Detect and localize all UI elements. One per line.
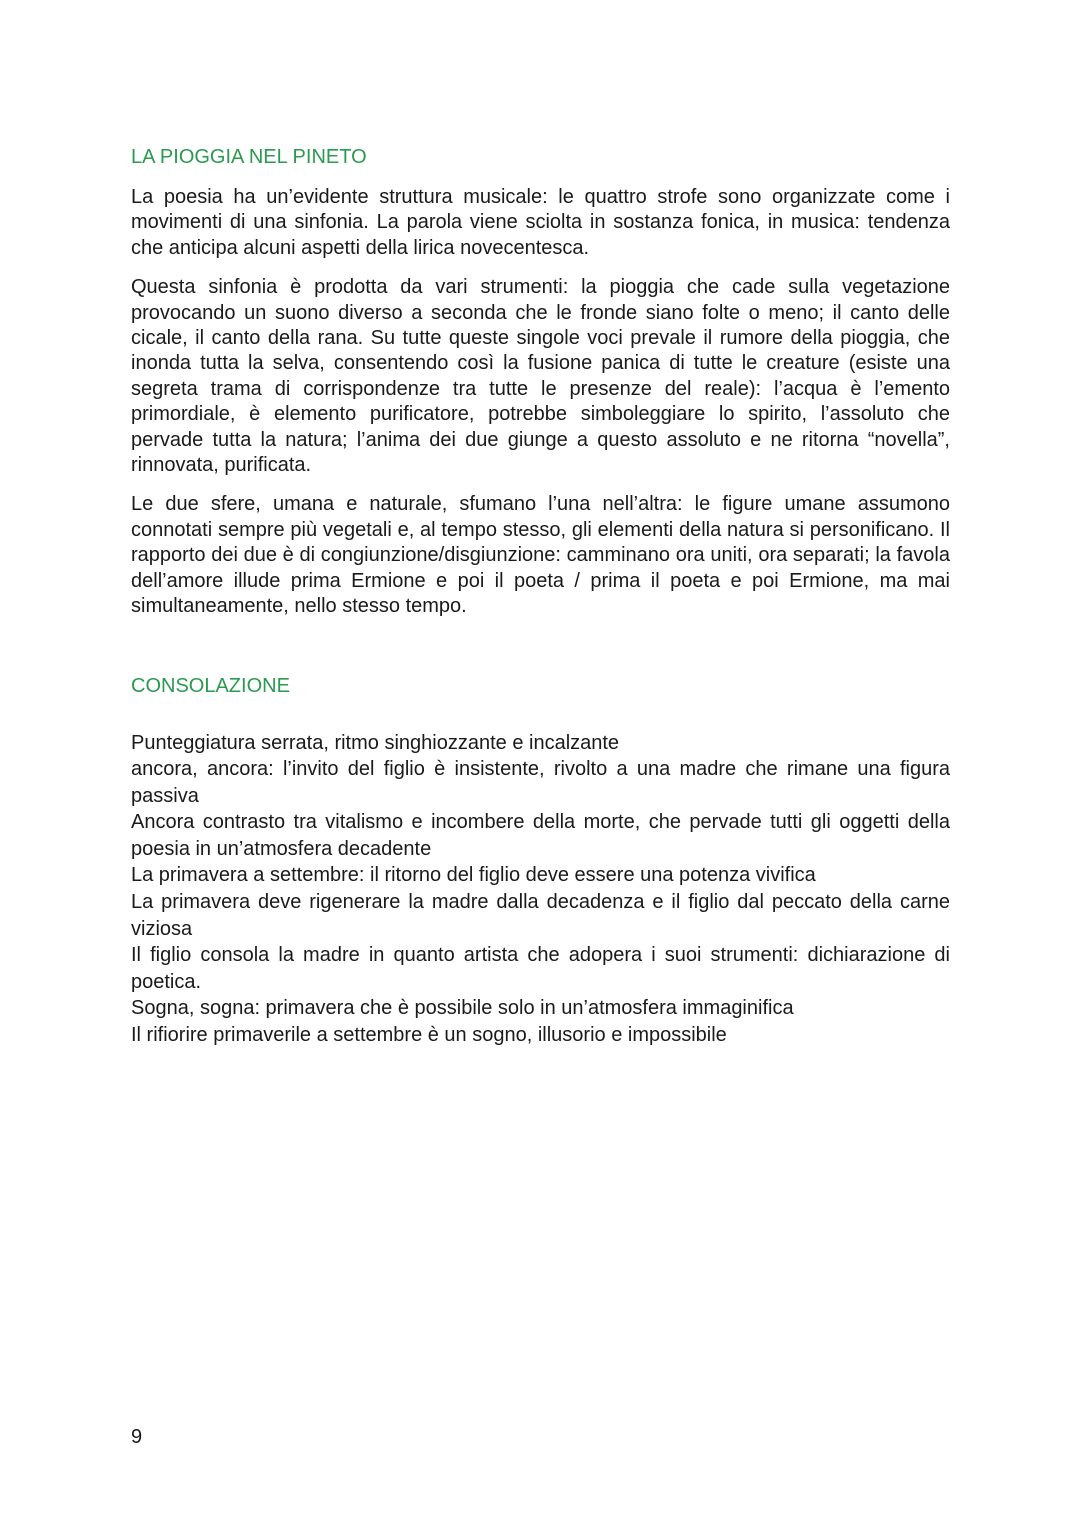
note-line: ancora, ancora: l’invito del figlio è insistente, rivolto a una madre che rimane una figura passiva (131, 758, 950, 807)
section-heading: LA PIOGGIA NEL PINETO (131, 146, 367, 168)
note-line: Ancora contrasto tra vitalismo e incombere della morte, che pervade tutti gli oggetti della poesia in un’atmosfera decadente (131, 811, 950, 860)
section-la-pioggia-nel-pineto (131, 143, 950, 620)
paragraph: Questa sinfonia è prodotta da vari strumenti: la pioggia che cade sulla vegetazione provocando un suono diverso a seconda che le fronde siano folte o meno; il canto delle cicale, il canto della rana. Su tutte queste singole voci prevale il rumore della pioggia, che inonda tutta la selva, consentendo così la fusione panica di tutte le creature (esiste una segreta trama di corrispondenze tra tutte le presenze del reale): l’acqua è l’emento primordiale, è elemento purificatore, potrebbe simboleggiare lo spirito, l’assoluto che pervade tutta la natura; l’anima dei due giunge a questo assoluto e ne ritorna “novella”, rinnovata, purificata. (131, 276, 950, 477)
paragraph: Le due sfere, umana e naturale, sfumano l’una nell’altra: le figure umane assumono connotati sempre più vegetali e, al tempo stesso, gli elementi della natura si personificano. Il rapporto dei due è di congiunzione/disgiunzione: camminano ora uniti, ora separati; la favola dell’amore illude prima Ermione e poi il poeta / prima il poeta e poi Ermione, ma mai simultaneamente, nello stesso tempo. (131, 493, 950, 618)
note-line: Il figlio consola la madre in quanto artista che adopera i suoi strumenti: dichiarazione di poetica. (131, 944, 950, 993)
note-line: Sogna, sogna: primavera che è possibile solo in un’atmosfera immaginifica (131, 997, 794, 1020)
document-page (131, 143, 950, 1049)
note-line: Punteggiatura serrata, ritmo singhiozzante e incalzante (131, 731, 620, 754)
note-line: La primavera a settembre: il ritorno del figlio deve essere una potenza vivifica (131, 864, 816, 887)
section-heading: CONSOLAZIONE (131, 674, 290, 697)
notes-list (131, 730, 950, 1049)
section-consolazione (131, 672, 950, 1049)
paragraph: La poesia ha un’evidente struttura musicale: le quattro strofe sono organizzate come i movimenti di una sinfonia. La parola viene sciolta in sostanza fonica, in musica: tendenza che anticipa alcuni aspetti della lirica novecentesca. (131, 186, 950, 259)
page-number: 9 (131, 1426, 143, 1448)
note-line: Il rifiorire primaverile a settembre è un sogno, illusorio e impossibile (131, 1024, 727, 1047)
note-line: La primavera deve rigenerare la madre dalla decadenza e il figlio dal peccato della carne viziosa (131, 891, 950, 940)
